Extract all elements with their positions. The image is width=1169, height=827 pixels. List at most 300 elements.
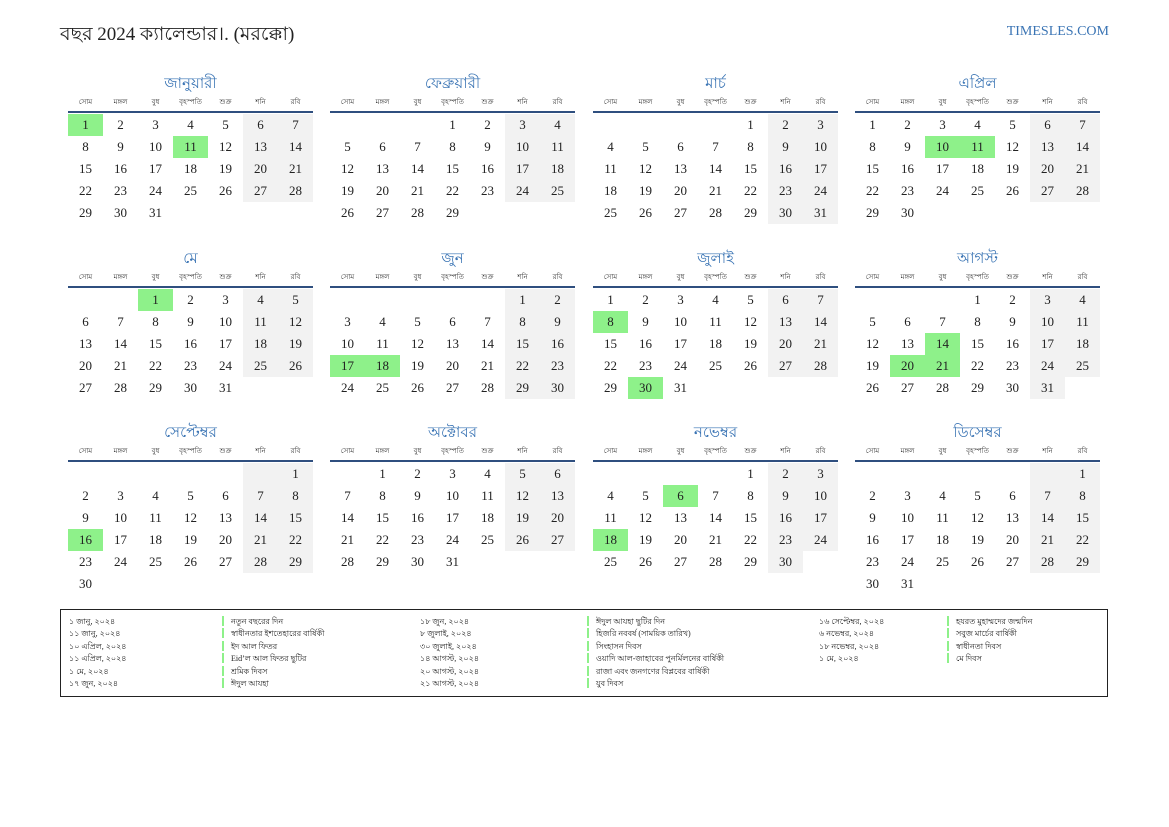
weekday-label: বৃহস্পতি xyxy=(704,273,727,281)
day-cell: 17 xyxy=(219,336,232,351)
day-cell: 19 xyxy=(278,333,313,355)
day-cell: 24 xyxy=(149,183,162,198)
day-cell: 1 xyxy=(607,292,614,307)
empty-cell xyxy=(628,463,663,485)
day-cell: 19 xyxy=(639,183,652,198)
legend-marker xyxy=(587,666,589,676)
weekday-label: শুক্র xyxy=(1006,447,1019,455)
weekday-label: রবি xyxy=(1077,98,1088,106)
day-cell: 29 xyxy=(149,380,162,395)
day-cell: 21 xyxy=(114,358,127,373)
day-cell: 28 xyxy=(411,205,424,220)
day-cell: 12 xyxy=(1006,139,1019,154)
weekday-label: বৃহস্পতি xyxy=(179,98,202,106)
legend-holiday-name: হিজরি নববর্ষ (সাময়িক তারিখ) xyxy=(596,629,691,639)
day-cell: 11 xyxy=(604,510,617,525)
day-cell: 11 xyxy=(604,161,617,176)
day-cell: 28 xyxy=(803,355,838,377)
weekday-label: বুধ xyxy=(938,98,947,106)
day-cell: 4 xyxy=(939,488,946,503)
legend-names-col3 xyxy=(956,616,1106,666)
weekday-label: মঙ্গল xyxy=(375,447,390,455)
month-block xyxy=(330,248,575,399)
weekday-label: বৃহস্পতি xyxy=(441,98,464,106)
legend-date: ১৮ জুন, ২০২৪ xyxy=(420,617,470,626)
day-cell: 24 xyxy=(803,180,838,202)
day-cell: 18 xyxy=(971,161,984,176)
day-cell: 19 xyxy=(411,358,424,373)
weekday-label: মঙ্গল xyxy=(375,98,390,106)
empty-cell xyxy=(593,114,628,136)
day-cell: 22 xyxy=(376,532,389,547)
day-cell: 11 xyxy=(481,488,494,503)
weekday-label: বৃহস্পতি xyxy=(966,273,989,281)
day-cell: 29 xyxy=(79,205,92,220)
legend-marker xyxy=(222,678,224,688)
legend-date: ১ মে, ২০২৪ xyxy=(819,654,859,664)
day-cell: 25 xyxy=(604,554,617,569)
month-name: মার্চ xyxy=(705,76,726,92)
empty-cell xyxy=(173,463,208,485)
empty-cell xyxy=(400,289,435,311)
day-cell: 11 xyxy=(540,136,575,158)
weekday-label: বুধ xyxy=(151,447,160,455)
legend-date: ২০ আগস্ট, ২০২৪ xyxy=(420,666,480,676)
month-name: এপ্রিল xyxy=(958,76,997,92)
day-cell: 11 xyxy=(149,510,162,525)
day-cell: 26 xyxy=(278,355,313,377)
weekday-header xyxy=(593,270,838,288)
legend-marker-col2 xyxy=(587,616,589,690)
legend-marker xyxy=(587,628,589,638)
legend-holiday-name: স্বাধীনতার ইশতেহারের বার্ষিকী xyxy=(231,629,325,639)
day-cell: 14 xyxy=(803,311,838,333)
weekday-label: শুক্র xyxy=(744,98,757,106)
day-cell: 23 xyxy=(411,532,424,547)
weekday-label: বৃহস্পতি xyxy=(966,98,989,106)
day-cell: 14 xyxy=(481,336,494,351)
day-cell: 14 xyxy=(1030,507,1065,529)
day-cell: 25 xyxy=(481,532,494,547)
day-cell: 24 xyxy=(901,554,914,569)
day-cell: 30 xyxy=(901,205,914,220)
day-cell: 30 xyxy=(114,205,127,220)
weekday-label: বুধ xyxy=(151,273,160,281)
day-cell: 26 xyxy=(411,380,424,395)
day-cell: 11 xyxy=(376,336,389,351)
day-cell: 27 xyxy=(1006,554,1019,569)
day-cell: 21 xyxy=(411,183,424,198)
day-cell: 29 xyxy=(376,554,389,569)
day-cell: 29 xyxy=(1065,551,1100,573)
day-cell: 5 xyxy=(414,314,421,329)
day-cell: 5 xyxy=(505,463,540,485)
day-cell: 29 xyxy=(505,377,540,399)
day-cell: 6 xyxy=(449,314,456,329)
legend-marker xyxy=(222,641,224,651)
day-cell: 4 xyxy=(607,488,614,503)
weekday-header xyxy=(68,270,313,288)
day-cell: 9 xyxy=(82,510,89,525)
day-cell: 2 xyxy=(869,488,876,503)
day-cell: 14 xyxy=(411,161,424,176)
day-cell: 8 xyxy=(82,139,89,154)
weekday-label: সোম xyxy=(603,447,618,455)
month-name: জুন xyxy=(441,251,464,267)
day-cell: 25 xyxy=(149,554,162,569)
empty-cell xyxy=(330,463,365,485)
legend-holiday-name: সবুজ মার্চের বার্ষিকী xyxy=(956,629,1017,639)
day-cell: 16 xyxy=(1006,336,1019,351)
day-cell: 18 xyxy=(604,183,617,198)
day-cell: 17 xyxy=(114,532,127,547)
day-cell: 16 xyxy=(768,158,803,180)
day-cell: 29 xyxy=(971,380,984,395)
day-cell: 2 xyxy=(642,292,649,307)
day-cell: 2 xyxy=(82,488,89,503)
day-cell: 25 xyxy=(184,183,197,198)
day-cell: 2 xyxy=(768,463,803,485)
weekday-label: শনি xyxy=(1042,447,1053,455)
day-cell: 1 xyxy=(1065,463,1100,485)
day-cell: 31 xyxy=(674,380,687,395)
day-cell: 18 xyxy=(540,158,575,180)
day-cell: 13 xyxy=(1030,136,1065,158)
day-cell: 6 xyxy=(540,463,575,485)
day-cell: 23 xyxy=(866,554,879,569)
day-cell: 2 xyxy=(187,292,194,307)
weekday-label: বুধ xyxy=(676,273,685,281)
weekday-label: শনি xyxy=(517,98,528,106)
day-cell: 7 xyxy=(1030,485,1065,507)
legend-dates-col2 xyxy=(420,616,585,690)
day-cell: 9 xyxy=(117,139,124,154)
weekday-label: বৃহস্পতি xyxy=(179,447,202,455)
month-block xyxy=(855,422,1100,595)
weekday-label: শুক্র xyxy=(744,273,757,281)
empty-cell xyxy=(855,289,890,311)
weekday-label: শুক্র xyxy=(219,447,232,455)
weekday-label: মঙ্গল xyxy=(900,98,915,106)
legend-date: ১৭ জুন, ২০২৪ xyxy=(69,678,119,688)
weekday-header xyxy=(68,444,313,462)
day-cell: 22 xyxy=(744,532,757,547)
day-cell: 23 xyxy=(1006,358,1019,373)
day-cell: 7 xyxy=(344,488,351,503)
day-cell: 31 xyxy=(446,554,459,569)
legend-date: ৮ জুলাই, ২০২৪ xyxy=(420,629,472,639)
month-name: নভেম্বর xyxy=(693,425,738,441)
weekday-label: রবি xyxy=(1077,447,1088,455)
empty-cell xyxy=(698,114,733,136)
day-cell: 31 xyxy=(149,205,162,220)
weekday-label: সোম xyxy=(865,98,880,106)
day-cell: 20 xyxy=(243,158,278,180)
month-name: ডিসেম্বর xyxy=(953,425,1002,441)
day-cell: 28 xyxy=(481,380,494,395)
weekday-label: বৃহস্পতি xyxy=(704,447,727,455)
day-cell: 28 xyxy=(1065,180,1100,202)
weekday-label: রবি xyxy=(552,273,563,281)
day-cell: 4 xyxy=(540,114,575,136)
month-name: আগস্ট xyxy=(957,251,998,267)
day-cell: 25 xyxy=(376,380,389,395)
day-cell: 20 xyxy=(1006,532,1019,547)
legend-date: ১৬ সেপ্টেম্বর, ২০২৪ xyxy=(819,617,885,626)
legend-date: ৬ নভেম্বর, ২০২৪ xyxy=(819,629,875,639)
empty-cell xyxy=(208,463,243,485)
day-cell: 28 xyxy=(341,554,354,569)
legend-holiday-name: শ্রমিক দিবস xyxy=(231,666,268,676)
day-cell: 20 xyxy=(446,358,459,373)
day-cell: 20 xyxy=(674,183,687,198)
day-cell: 11 xyxy=(709,314,722,329)
weekday-label: শনি xyxy=(517,273,528,281)
day-cell: 3 xyxy=(344,314,351,329)
day-cell: 9 xyxy=(768,485,803,507)
day-cell: 19 xyxy=(639,532,652,547)
day-cell: 30 xyxy=(768,202,803,224)
day-cell: 3 xyxy=(803,114,838,136)
weekday-label: মঙ্গল xyxy=(900,447,915,455)
day-cell: 31 xyxy=(1030,377,1065,399)
legend-marker xyxy=(222,653,224,663)
day-cell: 22 xyxy=(278,529,313,551)
weekday-label: শুক্র xyxy=(1006,98,1019,106)
day-cell: 17 xyxy=(936,161,949,176)
day-cell: 2 xyxy=(484,117,491,132)
day-cell: 30 xyxy=(411,554,424,569)
legend-marker xyxy=(947,641,949,651)
month-name: ফেব্রুয়ারী xyxy=(424,76,481,92)
day-cell: 23 xyxy=(768,180,803,202)
holiday-day-cell: 18 xyxy=(365,355,400,377)
day-cell: 13 xyxy=(768,311,803,333)
weekday-label: শুক্র xyxy=(481,447,494,455)
day-cell: 12 xyxy=(639,510,652,525)
weekday-label: রবি xyxy=(290,447,301,455)
legend-marker xyxy=(222,628,224,638)
empty-cell xyxy=(365,114,400,136)
legend-date: ১৪ আগস্ট, ২০২৪ xyxy=(420,654,480,664)
day-grid xyxy=(330,463,575,573)
holiday-day-cell: 8 xyxy=(593,311,628,333)
day-cell: 5 xyxy=(1009,117,1016,132)
day-cell: 7 xyxy=(803,289,838,311)
weekday-label: রবি xyxy=(552,447,563,455)
day-cell: 27 xyxy=(768,355,803,377)
day-cell: 6 xyxy=(222,488,229,503)
day-cell: 20 xyxy=(79,358,92,373)
day-cell: 3 xyxy=(222,292,229,307)
legend-holiday-name: সিংহাসন দিবস xyxy=(596,641,642,651)
weekday-label: শুক্র xyxy=(744,447,757,455)
day-cell: 24 xyxy=(505,180,540,202)
holiday-day-cell: 30 xyxy=(628,377,663,399)
weekday-label: বুধ xyxy=(413,273,422,281)
empty-cell xyxy=(435,289,470,311)
day-cell: 1 xyxy=(278,463,313,485)
legend-marker xyxy=(587,653,589,663)
day-cell: 6 xyxy=(1030,114,1065,136)
legend-names-col1 xyxy=(231,616,416,690)
weekday-label: মঙ্গল xyxy=(638,98,653,106)
day-cell: 13 xyxy=(674,161,687,176)
day-cell: 9 xyxy=(1009,314,1016,329)
empty-cell xyxy=(698,463,733,485)
day-cell: 15 xyxy=(505,333,540,355)
day-cell: 26 xyxy=(971,554,984,569)
day-cell: 6 xyxy=(904,314,911,329)
site-link[interactable]: TIMESLES.COM xyxy=(1006,24,1109,39)
weekday-label: বৃহস্পতি xyxy=(179,273,202,281)
weekday-label: শনি xyxy=(255,273,266,281)
day-cell: 21 xyxy=(709,183,722,198)
day-cell: 4 xyxy=(607,139,614,154)
day-cell: 20 xyxy=(674,532,687,547)
day-cell: 10 xyxy=(901,510,914,525)
day-cell: 17 xyxy=(901,532,914,547)
day-cell: 6 xyxy=(379,139,386,154)
day-cell: 14 xyxy=(243,507,278,529)
legend-marker xyxy=(947,653,949,663)
weekday-label: রবি xyxy=(815,273,826,281)
day-cell: 8 xyxy=(449,139,456,154)
day-cell: 29 xyxy=(866,205,879,220)
weekday-label: বুধ xyxy=(413,447,422,455)
day-cell: 1 xyxy=(449,117,456,132)
day-cell: 21 xyxy=(709,532,722,547)
empty-cell xyxy=(628,114,663,136)
weekday-label: বৃহস্পতি xyxy=(966,447,989,455)
day-cell: 30 xyxy=(79,576,92,591)
day-cell: 7 xyxy=(278,114,313,136)
day-cell: 5 xyxy=(222,117,229,132)
day-cell: 16 xyxy=(481,161,494,176)
legend-holiday-name: মে দিবস xyxy=(956,654,982,664)
day-cell: 15 xyxy=(866,161,879,176)
day-cell: 6 xyxy=(677,139,684,154)
day-cell: 26 xyxy=(184,554,197,569)
weekday-label: শনি xyxy=(780,273,791,281)
legend-date: ৩০ জুলাই, ২০২৪ xyxy=(420,641,477,651)
legend-date: ২১ আগস্ট, ২০২৪ xyxy=(420,678,480,688)
day-cell: 25 xyxy=(604,205,617,220)
day-cell: 16 xyxy=(114,161,127,176)
day-cell: 6 xyxy=(82,314,89,329)
day-cell: 8 xyxy=(747,488,754,503)
legend-holiday-name: ইদ আল ফিতর xyxy=(231,641,278,651)
day-cell: 19 xyxy=(505,507,540,529)
month-name: অক্টোবর xyxy=(427,425,478,441)
day-cell: 22 xyxy=(149,358,162,373)
day-cell: 22 xyxy=(744,183,757,198)
month-name: জানুয়ারী xyxy=(164,76,217,92)
day-cell: 20 xyxy=(540,507,575,529)
day-cell: 17 xyxy=(803,507,838,529)
weekday-label: মঙ্গল xyxy=(638,447,653,455)
day-cell: 7 xyxy=(117,314,124,329)
empty-cell xyxy=(68,463,103,485)
day-cell: 12 xyxy=(866,336,879,351)
legend-holiday-name: যুব দিবস xyxy=(596,678,624,688)
day-cell: 12 xyxy=(639,161,652,176)
day-cell: 23 xyxy=(184,358,197,373)
day-cell: 13 xyxy=(446,336,459,351)
weekday-label: বুধ xyxy=(151,98,160,106)
day-cell: 14 xyxy=(709,510,722,525)
weekday-label: বৃহস্পতি xyxy=(441,273,464,281)
day-cell: 9 xyxy=(869,510,876,525)
legend-date: ১৮ নভেম্বর, ২০২৪ xyxy=(819,641,880,651)
day-cell: 27 xyxy=(540,529,575,551)
weekday-label: রবি xyxy=(1077,273,1088,281)
legend-marker xyxy=(587,641,589,651)
day-cell: 8 xyxy=(1065,485,1100,507)
weekday-label: শুক্র xyxy=(219,98,232,106)
day-cell: 24 xyxy=(936,183,949,198)
day-cell: 25 xyxy=(971,183,984,198)
day-cell: 13 xyxy=(540,485,575,507)
weekday-label: সোম xyxy=(865,273,880,281)
empty-cell xyxy=(890,463,925,485)
weekday-label: বুধ xyxy=(938,273,947,281)
day-cell: 14 xyxy=(341,510,354,525)
legend-marker xyxy=(947,628,949,638)
weekday-label: সোম xyxy=(78,447,93,455)
weekday-header xyxy=(330,95,575,113)
empty-cell xyxy=(400,114,435,136)
day-cell: 8 xyxy=(747,139,754,154)
day-cell: 11 xyxy=(936,510,949,525)
day-cell: 2 xyxy=(1009,292,1016,307)
day-cell: 6 xyxy=(768,289,803,311)
day-cell: 21 xyxy=(341,532,354,547)
day-cell: 13 xyxy=(243,136,278,158)
weekday-label: সোম xyxy=(78,273,93,281)
day-cell: 4 xyxy=(1065,289,1100,311)
legend-marker xyxy=(947,616,949,626)
day-grid xyxy=(593,289,838,399)
day-cell: 24 xyxy=(446,532,459,547)
empty-cell xyxy=(470,289,505,311)
weekday-label: বৃহস্পতি xyxy=(441,447,464,455)
day-cell: 12 xyxy=(341,161,354,176)
day-cell: 28 xyxy=(243,551,278,573)
day-cell: 3 xyxy=(1030,289,1065,311)
day-cell: 30 xyxy=(1006,380,1019,395)
day-cell: 18 xyxy=(936,532,949,547)
day-cell: 14 xyxy=(278,136,313,158)
day-cell: 21 xyxy=(803,333,838,355)
day-cell: 3 xyxy=(505,114,540,136)
day-cell: 2 xyxy=(414,466,421,481)
day-cell: 19 xyxy=(1006,161,1019,176)
legend-holiday-name: ওয়াদি আল-জাহাবের পুনর্মিলনের বার্ষিকী xyxy=(596,654,725,664)
weekday-label: মঙ্গল xyxy=(113,98,128,106)
day-cell: 4 xyxy=(712,292,719,307)
day-grid xyxy=(330,289,575,399)
day-cell: 3 xyxy=(117,488,124,503)
day-cell: 13 xyxy=(376,161,389,176)
day-grid xyxy=(855,289,1100,399)
day-cell: 12 xyxy=(744,314,757,329)
legend-holiday-name: নতুন বছরের দিন xyxy=(231,617,284,626)
day-cell: 2 xyxy=(540,289,575,311)
day-cell: 10 xyxy=(114,510,127,525)
day-cell: 1 xyxy=(379,466,386,481)
day-cell: 26 xyxy=(1006,183,1019,198)
